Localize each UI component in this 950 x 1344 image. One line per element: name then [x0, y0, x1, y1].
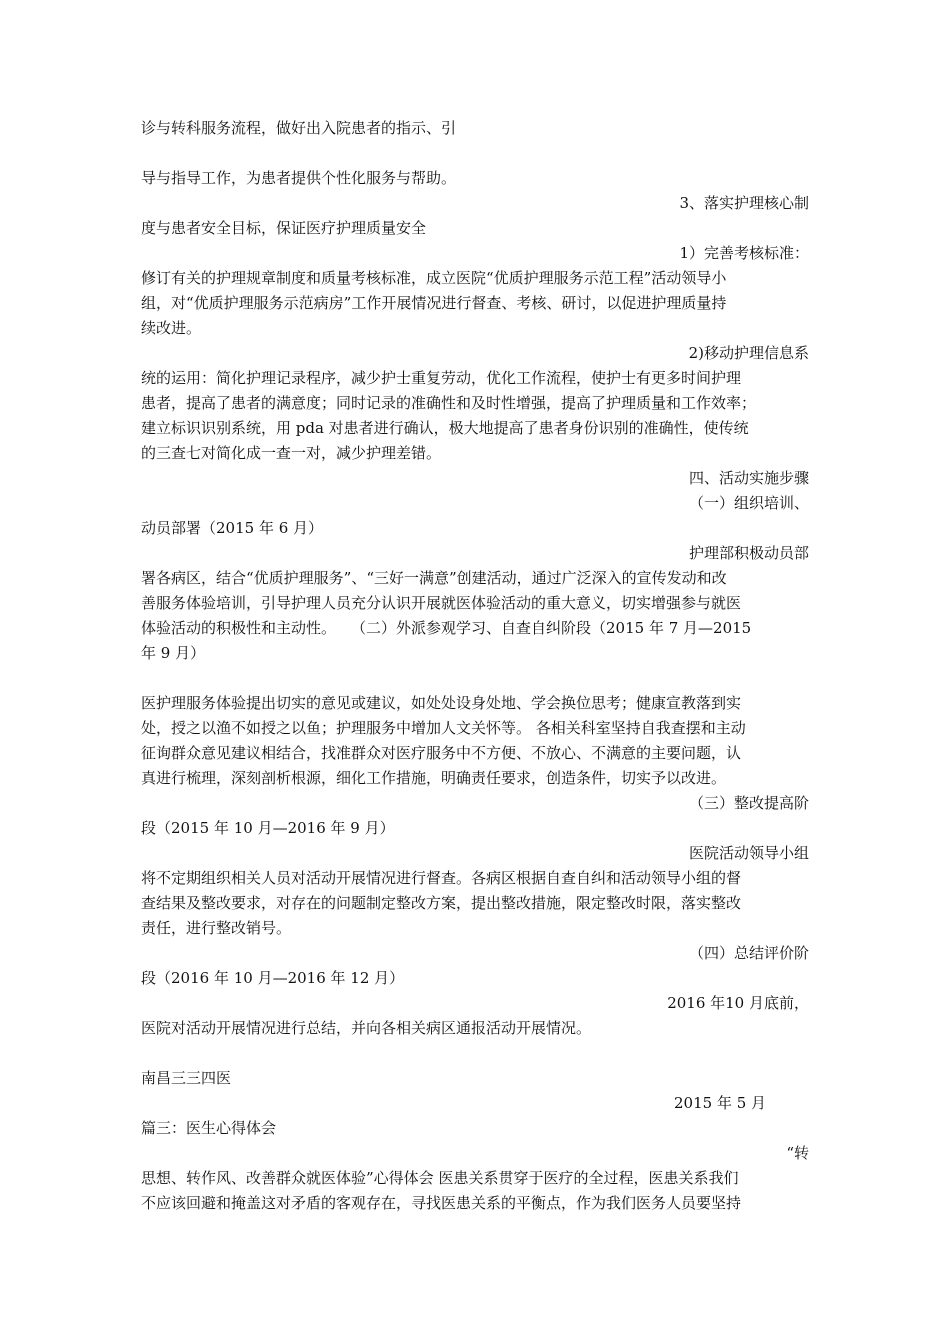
text-line: 征询群众意见建议相结合，找准群众对医疗服务中不方便、不放心、不满意的主要问题，认: [141, 744, 742, 762]
text-line: 患者，提高了患者的满意度；同时记录的准确性和及时性增强，提高了护理质量和工作效率；: [141, 394, 757, 412]
text-line: 导与指导工作，为患者提供个性化服务与帮助。: [141, 169, 457, 187]
text-line: （四）总结评价阶: [688, 944, 809, 962]
text-line: 不应该回避和掩盖这对矛盾的客观存在，寻找医患关系的平衡点，作为我们医务人员要坚持: [141, 1194, 742, 1212]
text-line: 体验活动的积极性和主动性。 （二）外派参观学习、自查自纠阶段（2015 年 7 月—2015: [141, 619, 752, 637]
section-heading: 四、活动实施步骤: [688, 469, 809, 487]
text-line: 2)移动护理信息系: [688, 344, 809, 362]
text-line: 将不定期组织相关人员对活动开展情况进行督查。各病区根据自查自纠和活动领导小组的督: [141, 869, 742, 887]
text-line: 组，对“优质护理服务示范病房”工作开展情况进行督查、考核、研讨，以促进护理质量持: [141, 294, 727, 312]
text-line: 续改进。: [141, 319, 202, 337]
text-line: 度与患者安全目标，保证医疗护理质量安全: [141, 219, 427, 237]
text-line: 查结果及整改要求，对存在的问题制定整改方案，提出整改措施，限定整改时限，落实整改: [141, 894, 742, 912]
text-line: “转: [786, 1144, 809, 1162]
text-line: 2016 年10 月底前，: [667, 994, 809, 1012]
text-line: 年 9 月）: [141, 644, 206, 662]
text-line: 动员部署（2015 年 6 月）: [141, 519, 324, 537]
text-line: 医院对活动开展情况进行总结，并向各相关病区通报活动开展情况。: [141, 1019, 592, 1037]
text-line: 处，授之以渔不如授之以鱼；护理服务中增加人文关怀等。 各相关科室坚持自我查摆和主动: [141, 719, 746, 737]
text-line: 护理部积极动员部: [688, 544, 809, 562]
text-line: （三）整改提高阶: [688, 794, 809, 812]
text-line: 思想、转作风、改善群众就医体验”心得体会 医患关系贯穿于医疗的全过程，医患关系我们: [141, 1169, 739, 1187]
signature-org: 南昌三三四医: [141, 1069, 232, 1087]
text-line: 诊与转科服务流程，做好出入院患者的指示、引: [141, 119, 457, 137]
text-line: 责任，进行整改销号。: [141, 919, 292, 937]
text-line: 统的运用：简化护理记录程序，减少护士重复劳动，优化工作流程，使护士有更多时间护理: [141, 369, 742, 387]
text-line: 善服务体验培训，引导护理人员充分认识开展就医体验活动的重大意义，切实增强参与就医: [141, 594, 742, 612]
text-line: （一）组织培训、: [688, 494, 809, 512]
text-line: 段（2016 年 10 月—2016 年 12 月）: [141, 969, 405, 987]
text-line: 3、落实护理核心制: [679, 194, 809, 212]
text-line: 真进行梳理，深刻剖析根源，细化工作措施，明确责任要求，创造条件，切实予以改进。: [141, 769, 727, 787]
text-line: 段（2015 年 10 月—2016 年 9 月）: [141, 819, 395, 837]
section-heading: 篇三：医生心得体会: [141, 1119, 277, 1137]
text-line: 1）完善考核标准：: [679, 244, 809, 262]
text-line: 医护理服务体验提出切实的意见或建议，如处处设身处地、学会换位思考；健康宣教落到实: [141, 694, 742, 712]
text-line: 的三查七对简化成一查一对，减少护理差错。: [141, 444, 442, 462]
text-line: 署各病区，结合“优质护理服务”、“三好一满意”创建活动，通过广泛深入的宣传发动和改: [141, 569, 727, 587]
text-line: 医院活动领导小组: [688, 844, 809, 862]
signature-date: 2015 年 5 月: [674, 1094, 767, 1112]
text-line: 修订有关的护理规章制度和质量考核标准，成立医院“优质护理服务示范工程”活动领导小: [141, 269, 727, 287]
text-line: 建立标识识别系统，用 pda 对患者进行确认，极大地提高了患者身份识别的准确性，使传统: [141, 419, 749, 437]
